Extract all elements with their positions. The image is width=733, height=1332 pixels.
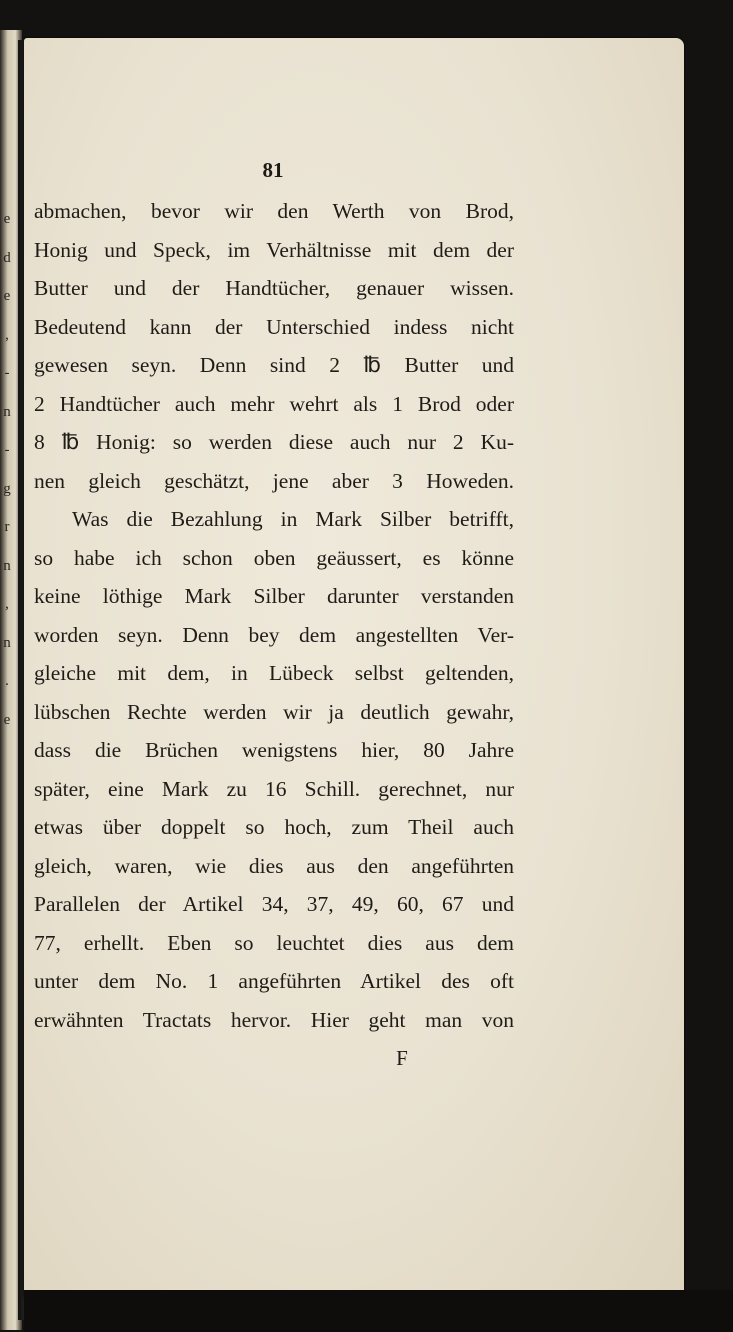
text-line: später, eine Mark zu 16 Schill. gerechnet, nur (34, 776, 514, 801)
text-line: etwas über doppelt so hoch, zum Theil auch (34, 815, 514, 839)
text-line: so habe ich schon oben geäussert, es könne (34, 545, 514, 570)
text-line: gleiche mit dem, in Lübeck selbst geltenden, (34, 661, 514, 685)
text-line: unter dem No. 1 angeführten Artikel des oft (34, 969, 514, 993)
text-line: 2 Handtücher auch mehr wehrt als 1 Brod oder (34, 391, 514, 416)
margin-char: - (4, 442, 10, 458)
margin-char: n (3, 403, 11, 420)
margin-char: - (4, 365, 10, 381)
margin-char: , (5, 596, 9, 612)
text-line: Bedeutend kann der Unterschied indess nicht (34, 314, 514, 339)
text-line: Butter und der Handtücher, genauer wissen. (34, 276, 514, 300)
facing-page-margin-text (0, 200, 14, 739)
margin-char: g (3, 480, 11, 497)
text-line: 77, erhellt. Eben so leuchtet dies aus dem (34, 930, 514, 955)
margin-char: e (3, 711, 11, 728)
text-line: dass die Brüchen wenigstens hier, 80 Jahre (34, 738, 514, 762)
text-line: 8 ℔ Honig: so werden diese auch nur 2 Ku- (34, 430, 514, 454)
text-line: worden seyn. Denn bey dem angestellten Ver- (34, 622, 514, 647)
text-line: Honig und Speck, im Verhältnisse mit dem der (34, 237, 514, 262)
margin-char: e (3, 288, 11, 304)
margin-char: , (5, 326, 9, 343)
text-line: abmachen, bevor wir den Werth von Brod, (34, 199, 514, 223)
margin-char: r (4, 519, 10, 535)
signature-mark: F (396, 1046, 408, 1070)
scan-background-bottom (24, 1290, 733, 1332)
margin-char: n (3, 557, 11, 574)
text-line: lübschen Rechte werden wir ja deutlich gewahr, (34, 699, 514, 724)
text-line: gewesen seyn. Denn sind 2 ℔ Butter und (34, 353, 514, 377)
text-line: gleich, waren, wie dies aus den angeführten (34, 853, 514, 878)
text-line: erwähnten Tractats hervor. Hier geht man von (34, 1007, 514, 1032)
margin-char: . (5, 673, 9, 689)
margin-char: d (3, 249, 11, 266)
text-line-paragraph-start: Was die Bezahlung in Mark Silber betrifft, (72, 507, 514, 531)
body-text (34, 192, 514, 1039)
text-line: nen gleich geschätzt, jene aber 3 Howeden. (34, 468, 514, 493)
margin-char: e (3, 211, 11, 227)
page-number: 81 (262, 158, 284, 182)
text-line: Parallelen der Artikel 34, 37, 49, 60, 67 und (34, 892, 514, 916)
text-line: keine löthige Mark Silber darunter verstanden (34, 584, 514, 608)
margin-char: n (3, 634, 11, 651)
